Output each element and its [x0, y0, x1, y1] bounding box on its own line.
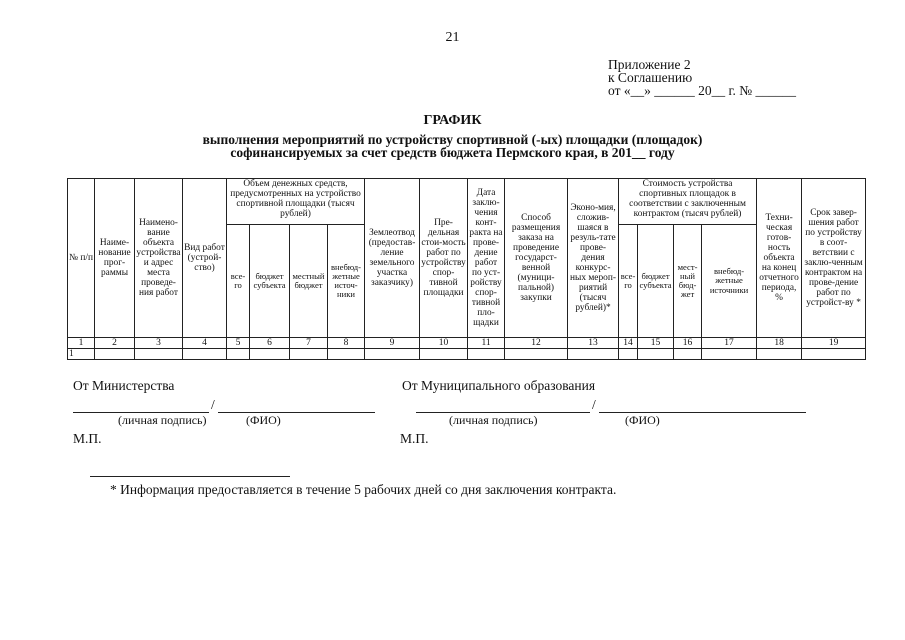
column-number: 2 — [95, 338, 135, 349]
ministry-full-name-caption: (ФИО) — [246, 413, 281, 427]
header-c12: Способ размещения заказа на проведение государст-венной (муници-пальной) закупки — [505, 179, 568, 338]
column-number: 12 — [505, 338, 568, 349]
appendix-line-2: к Соглашению — [608, 70, 693, 85]
column-number: 6 — [250, 338, 290, 349]
municipality-personal-signature-caption: (личная подпись) — [449, 413, 538, 427]
document-subtitle — [0, 134, 905, 159]
header-c11: Дата заклю-чения конт-ракта на прове-дение работ по уст-ройству спор-тивной пло-щадки — [468, 179, 505, 338]
table-cell — [702, 349, 757, 360]
header-funds-group: Объем денежных средств, предусмотренных на устройство спортивной площадки (тысяч рублей) — [227, 179, 365, 225]
appendix-block — [608, 58, 796, 97]
header-c8: внебюд-жетные источ-ники — [328, 225, 365, 338]
header-c15: бюджет субъекта — [638, 225, 674, 338]
document-title: ГРАФИК — [423, 113, 482, 128]
header-c16: мест-ный бюд-жет — [674, 225, 702, 338]
column-number: 3 — [135, 338, 183, 349]
column-number: 17 — [702, 338, 757, 349]
column-number: 19 — [802, 338, 866, 349]
header-c7: местный бюджет — [290, 225, 328, 338]
table-cell — [802, 349, 866, 360]
column-number: 1 — [68, 338, 95, 349]
municipality-slash: / — [592, 397, 596, 412]
header-c10: Пре-дельная стои-мость работ по устройству спор-тивной площадки — [420, 179, 468, 338]
table-row — [68, 349, 866, 360]
column-number-row — [68, 338, 866, 349]
page-number: 21 — [445, 30, 460, 45]
column-number: 4 — [183, 338, 227, 349]
header-c2: Наиме-нование прог-раммы — [95, 179, 135, 338]
column-number: 18 — [757, 338, 802, 349]
header-c9: Землеотвод (предостав-ление земельного участка заказчику) — [365, 179, 420, 338]
column-number: 15 — [638, 338, 674, 349]
footnote-text: * Информация предоставляется в течение 5 рабочих дней со дня заключения контракта. — [110, 482, 617, 497]
ministry-personal-signature-caption: (личная подпись) — [118, 413, 207, 427]
header-c17: внебюд-жетные источники — [702, 225, 757, 338]
column-number: 5 — [227, 338, 250, 349]
ministry-slash: / — [211, 397, 215, 412]
ministry-name-line — [218, 412, 375, 413]
municipality-label: От Муниципального образования — [402, 378, 596, 393]
table-cell — [638, 349, 674, 360]
header-c6: бюджет субъекта — [250, 225, 290, 338]
column-number: 9 — [365, 338, 420, 349]
table-cell — [328, 349, 365, 360]
footnote-separator — [90, 476, 290, 477]
table-cell — [674, 349, 702, 360]
municipality-full-name-caption: (ФИО) — [625, 413, 660, 427]
header-c14: все-го — [619, 225, 638, 338]
column-number: 13 — [568, 338, 619, 349]
table-cell — [135, 349, 183, 360]
table-cell — [568, 349, 619, 360]
column-number: 8 — [328, 338, 365, 349]
table-cell — [468, 349, 505, 360]
appendix-line-3: от «__» ______ 20__ г. № ______ — [608, 83, 796, 98]
subtitle-line-2: софинансируемых за счет средств бюджета Пермского края, в 201__ году — [230, 144, 675, 160]
table-cell — [365, 349, 420, 360]
table-cell — [250, 349, 290, 360]
column-number: 11 — [468, 338, 505, 349]
row-index: 1 — [68, 349, 95, 360]
table-cell — [619, 349, 638, 360]
header-c1: № п/п — [68, 179, 95, 338]
table-cell — [420, 349, 468, 360]
header-c18: Техни-ческая готов-ность объекта на конец отчетного периода, % — [757, 179, 802, 338]
table-cell — [290, 349, 328, 360]
column-number: 10 — [420, 338, 468, 349]
header-c19: Срок завер-шения работ по устройству в соот-ветствии с заклю-ченным контрактом на прове-дение работ по устройст-ву * — [802, 179, 866, 338]
table-cell — [227, 349, 250, 360]
table-cell — [757, 349, 802, 360]
header-c13: Эконо-мия, сложив-шаяся в резуль-тате прове-дения конкурс-ных мероп-риятий (тысяч рублей)* — [568, 179, 619, 338]
table-cell — [505, 349, 568, 360]
appendix-line-1: Приложение 2 — [608, 57, 691, 72]
table-cell — [95, 349, 135, 360]
column-number: 16 — [674, 338, 702, 349]
schedule-table — [67, 178, 866, 360]
header-cost-group: Стоимость устройства спортивных площадок в соответствии с заключенным контрактом (тысяч рублей) — [619, 179, 757, 225]
header-c4: Вид работ (устрой-ство) — [183, 179, 227, 338]
ministry-label: От Министерства — [73, 378, 175, 393]
table-cell — [183, 349, 227, 360]
ministry-stamp: М.П. — [73, 431, 102, 446]
column-number: 14 — [619, 338, 638, 349]
column-number: 7 — [290, 338, 328, 349]
subtitle-line-1: выполнения мероприятий по устройству спортивной (-ых) площадки (площадок) — [202, 132, 703, 147]
municipality-stamp: М.П. — [400, 431, 429, 446]
header-c3: Наимено-вание объекта устройства и адрес места проведе-ния работ — [135, 179, 183, 338]
header-c5: все-го — [227, 225, 250, 338]
